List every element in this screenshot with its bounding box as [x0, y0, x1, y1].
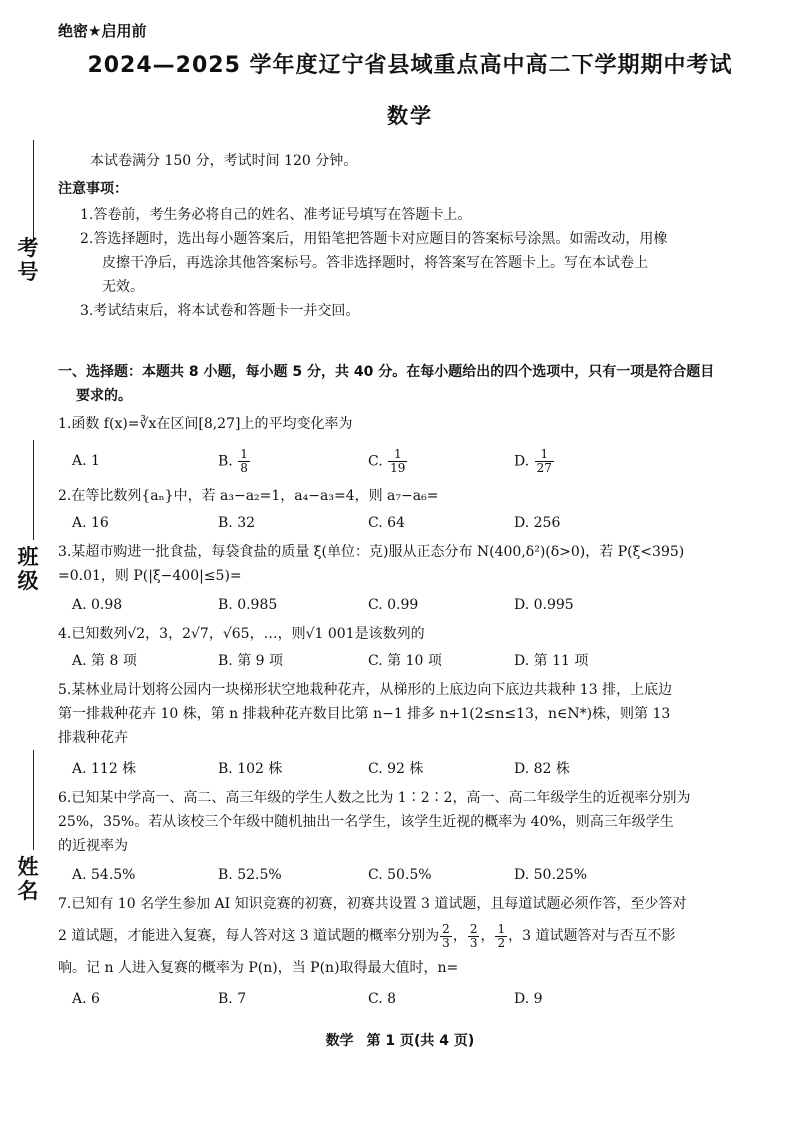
question-2-options — [72, 510, 772, 536]
option-d: D. 第 11 项 — [514, 653, 589, 669]
option-a: A. 54.5% — [72, 867, 136, 883]
question-stem: 4.已知数列√2，3，2√7，√65，…，则√1 001是该数列的 — [58, 626, 425, 642]
option-label: B. — [218, 453, 233, 470]
note-line: 1.答卷前，考生务必将自己的姓名、准考证号填写在答题卡上。 — [80, 207, 472, 223]
question-7-options — [72, 986, 772, 1012]
question-stem: 第一排栽种花卉 10 株，第 n 排栽种花卉数目比第 n−1 排多 n+1(2≤n≤13，n∈N*)株，则第 13 — [58, 706, 671, 722]
question-2 — [58, 484, 778, 508]
page-number: 第 1 页(共 4 页) — [366, 1033, 475, 1049]
exam-no-line — [33, 140, 34, 240]
question-stem — [58, 916, 778, 956]
fraction-numerator: 1 — [388, 448, 407, 462]
fraction — [468, 923, 480, 950]
fraction-numerator: 2 — [442, 921, 450, 936]
fraction-numerator: 2 — [469, 921, 478, 936]
question-stem: 响。记 n 人进入复赛的概率为 P(n)，当 P(n)取得最大值时，n= — [58, 960, 459, 976]
fraction-numerator: 1 — [535, 448, 554, 462]
note-line: 无效。 — [102, 279, 144, 295]
question-stem: 3.某超市购进一批食盐，每袋食盐的质量 ξ(单位：克)服从正态分布 N(400,δ²)(δ>0)，若 P(ξ<395) — [58, 544, 685, 560]
separator: ， — [480, 928, 495, 944]
option-a: A. 1 — [72, 453, 100, 469]
option-c: C. 8 — [368, 991, 397, 1007]
option-d — [514, 448, 555, 475]
question-3-options — [72, 592, 772, 618]
fraction — [440, 923, 452, 950]
option-b: B. 0.985 — [218, 597, 278, 613]
question-5 — [58, 678, 778, 750]
option-c — [368, 448, 408, 475]
option-d: D. 256 — [514, 515, 561, 531]
fraction-denominator: 8 — [240, 461, 248, 475]
question-6-options — [72, 862, 772, 888]
fraction-denominator: 2 — [497, 935, 506, 950]
page-footer — [0, 1030, 800, 1050]
option-label: D. — [514, 453, 530, 470]
notes-heading: 注意事项： — [58, 181, 128, 197]
fraction — [388, 448, 407, 475]
question-stem: 6.已知某中学高一、高二、高三年级的学生人数之比为 1∶2∶2，高一、高二年级学生的近视率分别为 — [58, 790, 691, 806]
note-line: 3.考试结束后，将本试卷和答题卡一并交回。 — [80, 303, 360, 319]
question-7 — [58, 892, 778, 980]
option-b: B. 7 — [218, 991, 247, 1007]
class-line — [33, 440, 34, 540]
option-d: D. 82 株 — [514, 761, 570, 777]
stem-text: 2 道试题，才能进入复赛，每人答对这 3 道试题的概率分别为 — [58, 928, 440, 944]
question-stem: 排栽种花卉 — [58, 730, 128, 746]
question-1 — [58, 412, 778, 436]
exam-no-label: 考号 — [17, 236, 39, 284]
question-6 — [58, 786, 778, 858]
option-c: C. 第 10 项 — [368, 653, 442, 669]
fraction-denominator: 3 — [469, 935, 478, 950]
option-c: C. 50.5% — [368, 867, 432, 883]
fraction-numerator: 1 — [497, 921, 506, 936]
option-b: B. 第 9 项 — [218, 653, 283, 669]
question-5-options — [72, 756, 772, 782]
stem-text: ，3 道试题答对与否互不影 — [508, 928, 676, 944]
name-line — [33, 750, 34, 850]
question-stem: 1.函数 f(x)=∛x在区间[8,27]上的平均变化率为 — [58, 416, 353, 432]
fraction-denominator: 19 — [390, 461, 406, 475]
question-stem: 5.某林业局计划将公园内一块梯形状空地栽种花卉，从梯形的上底边向下底边共栽种 13 排，上底边 — [58, 682, 673, 698]
option-b: B. 32 — [218, 515, 256, 531]
option-b: B. 102 株 — [218, 761, 283, 777]
notes-list — [80, 203, 770, 323]
fraction-denominator: 3 — [442, 935, 450, 950]
fraction-numerator: 1 — [240, 447, 248, 461]
option-c: C. 0.99 — [368, 597, 419, 613]
option-a: A. 第 8 项 — [72, 653, 137, 669]
option-a: A. 16 — [72, 515, 109, 531]
option-a: A. 112 株 — [72, 761, 137, 777]
option-a: A. 0.98 — [72, 597, 123, 613]
option-b — [218, 448, 251, 475]
question-stem: =0.01，则 P(|ξ−400|≤5)= — [58, 568, 242, 584]
option-c: C. 92 株 — [368, 761, 424, 777]
section-heading — [58, 360, 778, 408]
separator: ， — [452, 928, 467, 944]
section-heading-line: 要求的。 — [76, 388, 132, 404]
question-3 — [58, 540, 778, 588]
confidential-label: 绝密★启用前 — [58, 22, 147, 40]
question-4-options — [72, 648, 772, 674]
question-stem: 25%，35%。若从该校三个年级中随机抽出一名学生，该学生近视的概率为 40%，则高三年级学生 — [58, 814, 674, 830]
question-stem: 2.在等比数列{aₙ}中，若 a₃−a₂=1，a₄−a₃=4，则 a₇−a₆= — [58, 488, 439, 504]
note-line: 2.答选择题时，选出每小题答案后，用铅笔把答题卡对应题目的答案标号涂黑。如需改动，用橡 — [80, 231, 668, 247]
name-label: 姓名 — [17, 855, 39, 903]
exam-title: 2024—2025 学年度辽宁省县域重点高中高二下学期期中考试 — [87, 53, 733, 78]
exam-intro: 本试卷满分 150 分，考试时间 120 分钟。 — [90, 153, 358, 169]
fraction — [238, 448, 250, 475]
question-1-options — [72, 448, 772, 474]
option-d: D. 9 — [514, 991, 543, 1007]
fraction — [495, 923, 507, 950]
option-a: A. 6 — [72, 991, 100, 1007]
section-heading-line: 一、选择题：本题共 8 小题，每小题 5 分，共 40 分。在每小题给出的四个选项中，只有一项是符合题目 — [58, 364, 715, 380]
option-b: B. 52.5% — [218, 867, 282, 883]
option-d: D. 50.25% — [514, 867, 588, 883]
question-stem: 的近视率为 — [58, 838, 128, 854]
question-stem: 7.已知有 10 名学生参加 AI 知识竞赛的初赛，初赛共设置 3 道试题，且每道试题必须作答，至少答对 — [58, 896, 687, 912]
option-label: C. — [368, 453, 383, 470]
note-item — [80, 203, 770, 227]
footer-subject: 数学 — [325, 1033, 354, 1049]
option-d: D. 0.995 — [514, 597, 574, 613]
note-item — [80, 299, 770, 323]
option-c: C. 64 — [368, 515, 405, 531]
note-line: 皮擦干净后，再选涂其他答案标号。答非选择题时，将答案写在答题卡上。写在本试卷上 — [102, 255, 648, 271]
note-item — [80, 227, 770, 299]
fraction-denominator: 27 — [536, 461, 552, 475]
subject-title: 数学 — [387, 104, 433, 128]
class-label: 班级 — [17, 545, 39, 593]
question-4 — [58, 622, 778, 646]
fraction — [535, 448, 554, 475]
